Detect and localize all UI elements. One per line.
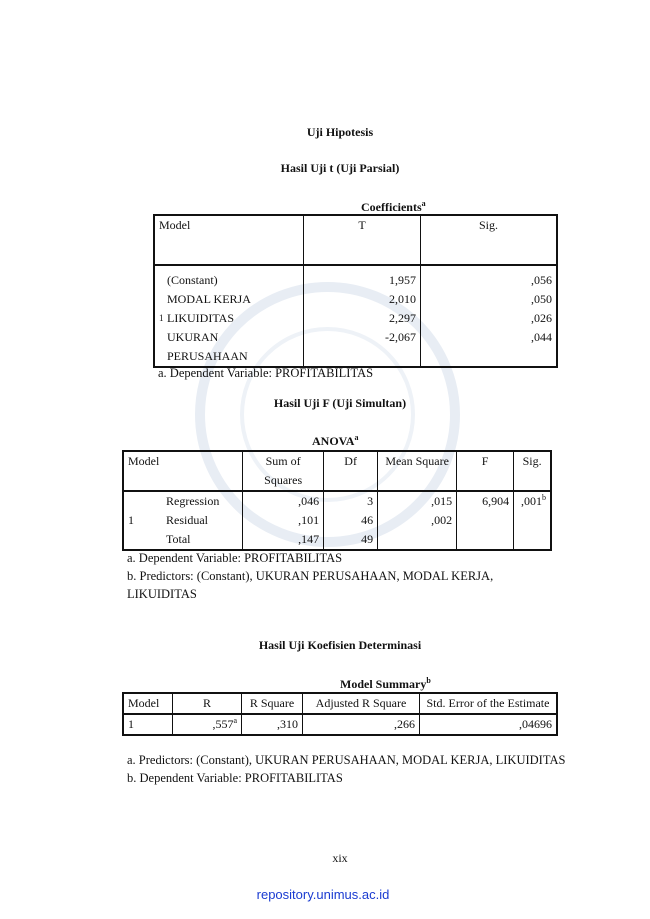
col-header-model: Model: [154, 215, 304, 265]
heading-uji-hipotesis: Uji Hipotesis: [306, 125, 374, 139]
anova-table: [122, 450, 552, 551]
model-summary-note-a: a. Predictors: (Constant), UKURAN PERUSAHAAN, MODAL KERJA, LIKUIDITAS: [127, 753, 566, 767]
table-row: UKURAN PERUSAHAAN -2,067 ,044: [154, 328, 557, 367]
anova-note-b: b. Predictors: (Constant), UKURAN PERUSAHAAN, MODAL KERJA,: [127, 569, 494, 583]
col-header-t: T: [304, 215, 421, 265]
col-header-r-square: R Square: [242, 693, 303, 714]
coefficients-title: Coefficients$^a$: [361, 199, 426, 214]
col-header-model: Model: [123, 451, 243, 491]
model-summary-table: [122, 692, 558, 736]
model-summary-title: Model Summary$^b$: [340, 676, 431, 691]
coefficients-note: a. Dependent Variable: PROFITABILITAS: [158, 366, 374, 380]
heading-koefisien-determinasi: Hasil Uji Koefisien Determinasi: [258, 638, 422, 652]
heading-uji-t: Hasil Uji t (Uji Parsial): [280, 161, 400, 175]
table-row: Total ,147 49: [123, 530, 551, 550]
col-header-sig: Sig.: [478, 218, 498, 232]
col-header-sum-of-squares: Sum of Squares: [243, 451, 324, 491]
col-header-sig: Sig.: [522, 454, 542, 468]
table-row: 1 LIKUIDITAS 2,297 ,026: [154, 309, 557, 328]
table-row: 1 ,557$^a$ ,310 ,266 ,04696: [123, 714, 557, 735]
anova-note-a: a. Dependent Variable: PROFITABILITAS: [127, 551, 343, 565]
anova-note-b-cont: LIKUIDITAS: [127, 587, 197, 601]
model-number: 1: [159, 313, 164, 323]
heading-uji-f: Hasil Uji F (Uji Simultan): [273, 396, 407, 410]
anova-title: ANOVA$^a$: [312, 433, 359, 448]
model-summary-note-b: b. Dependent Variable: PROFITABILITAS: [127, 771, 343, 785]
table-row: MODAL KERJA 2,010 ,050: [154, 290, 557, 309]
col-header-mean-square: Mean Square: [378, 451, 457, 491]
col-header-adjusted-r-square: Adjusted R Square: [303, 693, 420, 714]
col-header-f: F: [457, 451, 514, 491]
table-row: (Constant) 1,957 ,056: [154, 271, 557, 290]
col-header-model: Model: [123, 693, 173, 714]
table-row: 1 Residual ,101 46 ,002: [123, 511, 551, 530]
coefficients-table: [153, 214, 558, 368]
col-header-r: R: [173, 693, 242, 714]
model-number: 1: [128, 513, 134, 527]
page-number: xix: [332, 851, 348, 865]
repository-link[interactable]: repository.unimus.ac.id: [256, 887, 390, 902]
col-header-std-error: Std. Error of the Estimate: [426, 696, 550, 710]
table-row: Regression ,046 3 ,015 6,904 ,001$^b$: [123, 491, 551, 511]
col-header-df: Df: [324, 451, 378, 491]
